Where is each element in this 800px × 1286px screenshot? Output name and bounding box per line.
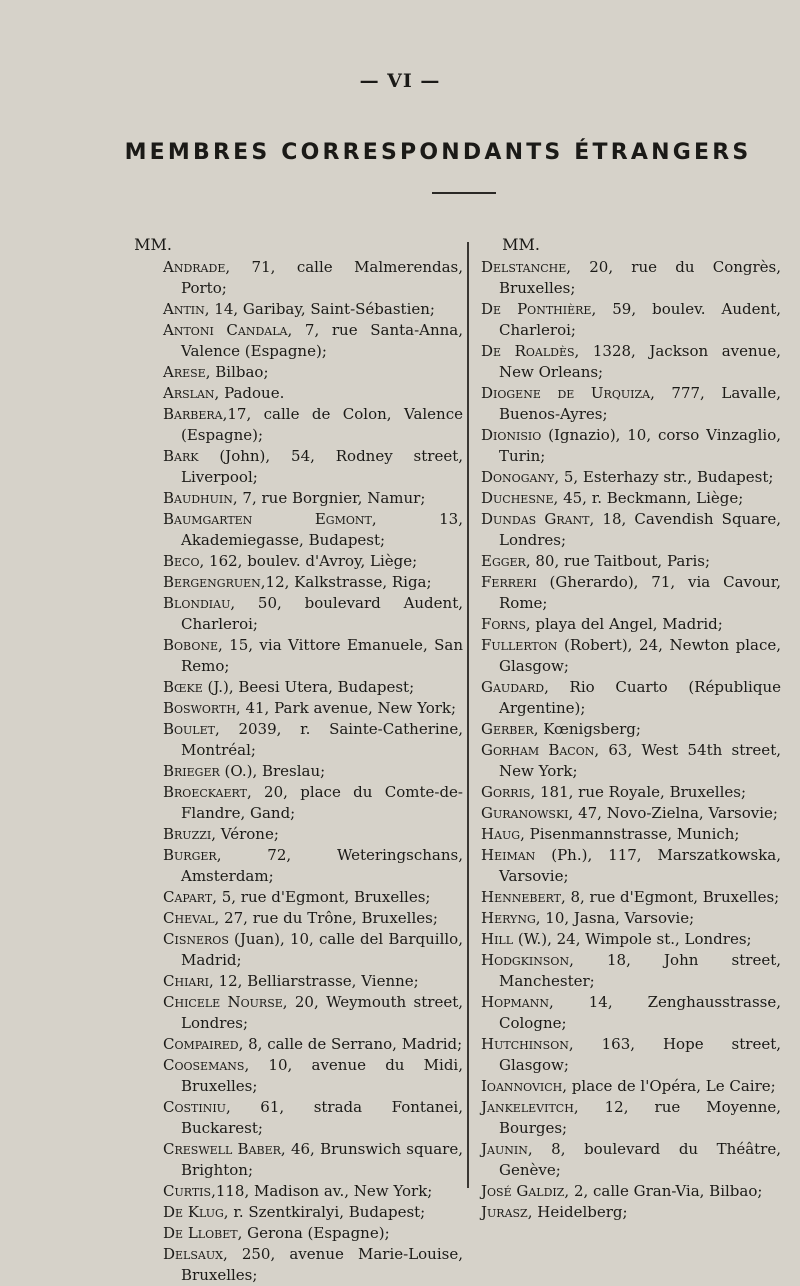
member-entry [163,488,463,509]
member-entry [481,551,781,572]
member-entry [481,992,781,1034]
member-name: Hennebert [481,888,561,906]
member-entry [481,1139,781,1181]
member-address: , 20, Weymouth street, Londres; [181,993,463,1032]
member-address: (Ignazio), 10, corso Vinzaglio, Turin; [499,426,781,465]
member-entry [481,950,781,992]
member-address: , 2039, r. Sainte-Catherine, Montréal; [181,720,463,759]
member-entry [163,635,463,677]
member-name: Boulet [163,720,215,738]
member-name: Arese [163,363,206,381]
member-name: Dionisio [481,426,542,444]
member-entry [163,677,463,698]
member-address: , 2, calle Gran-Via, Bilbao; [564,1182,763,1200]
member-address: , 1328, Jackson avenue, New Orleans; [499,342,781,381]
member-address: , 7, rue Santa-Anna, Valence (Espagne); [181,321,464,360]
member-name: José Galdiz [481,1182,565,1200]
member-name: Delsaux [163,1245,223,1263]
member-name: Baudhuin [163,489,233,507]
member-name: Andrade [163,258,226,276]
member-name: Capart [163,888,213,906]
member-address: , 8, calle de Serrano, Madrid; [238,1035,463,1053]
member-entry [163,908,463,929]
member-address: , playa del Angel, Madrid; [525,615,723,633]
member-entry [481,341,781,383]
member-name: Donogany [481,468,555,486]
member-address: , 18, Cavendish Square, Londres; [499,510,781,549]
member-address: , Vérone; [211,825,279,843]
member-name: Hopmann [481,993,549,1011]
member-entry [481,1097,781,1139]
member-address: ,12, Kalkstrasse, Riga; [260,573,432,591]
member-entry [163,929,463,971]
member-name: Beco [163,552,200,570]
member-name: De Ponthière [481,300,592,318]
member-entry [163,320,463,362]
member-address: (Juan), 10, calle del Barquillo, Madrid; [181,930,463,969]
member-name: Compaired [163,1035,239,1053]
member-entry [163,1034,463,1055]
member-name: Gaudard [481,678,545,696]
member-entry [481,383,781,425]
member-address: , 50, boulevard Audent, Charleroi; [181,594,463,633]
member-entry [163,1181,463,1202]
member-name: De Klug [163,1203,224,1221]
member-name: Burger [163,846,217,864]
member-name: Jurasz [481,1203,528,1221]
member-address: , 8, boulevard du Théâtre, Genève; [499,1140,781,1179]
member-address: , 12, Belliarstrasse, Vienne; [209,972,419,990]
right-column-head: MM. [502,235,540,254]
member-address: , 61, strada Fontanei, Buckarest; [181,1098,463,1137]
member-address: , Kœnigsberg; [533,720,641,738]
member-address: , 59, boulev. Audent, Charleroi; [499,300,781,339]
member-entry [163,593,463,635]
member-address: , 12, rue Moyenne, Bourges; [499,1098,781,1137]
member-entry [481,845,781,887]
member-entry [481,614,781,635]
member-address: , 5, rue d'Egmont, Bruxelles; [212,888,431,906]
member-address: , 46, Brunswich square, Brighton; [181,1140,464,1179]
member-name: Delstanche [481,258,567,276]
member-entry [481,488,781,509]
member-entry [163,1244,463,1286]
member-address: , 162, boulev. d'Avroy, Liège; [199,552,418,570]
member-entry [481,782,781,803]
member-entry [163,719,463,761]
member-name: Ferreri [481,573,537,591]
member-name: Guranowski [481,804,569,822]
member-entry [163,887,463,908]
member-entry [481,740,781,782]
member-entry [481,299,781,341]
member-address: , 777, Lavalle, Buenos-Ayres; [499,384,781,423]
member-address: , 250, avenue Marie-Louise, Bruxelles; [181,1245,463,1284]
right-column [481,234,781,1223]
member-address: , 72, Weteringschans, Amsterdam; [181,846,463,885]
member-address: , 71, calle Malmerendas, Porto; [181,258,463,297]
member-entry [481,572,781,614]
member-name: Brieger [163,762,220,780]
member-address: (W.), 24, Wimpole st., Londres; [513,930,752,948]
member-name: Fullerton [481,636,558,654]
member-address: , 13, Akademiegasse, Budapest; [181,510,463,549]
member-name: De Llobet [163,1224,238,1242]
member-address: , 14, Zenghausstrasse, Cologne; [499,993,781,1032]
member-address: , 15, via Vittore Emanuele, San Remo; [181,636,463,675]
member-address: (Ph.), 117, Marszatkowska, Varsovie; [499,846,781,885]
member-name: Bergengruen [163,573,261,591]
member-name: Ioannovich [481,1077,563,1095]
member-address: (Gherardo), 71, via Cavour, Rome; [499,573,781,612]
member-name: De Roaldès [481,342,575,360]
member-name: Costiniu [163,1098,226,1116]
member-address: (John), 54, Rodney street, Liverpool; [181,447,463,486]
member-name: Heryng [481,909,536,927]
right-member-list [481,257,781,1223]
member-name: Cisneros [163,930,229,948]
member-entry [481,929,781,950]
member-address: , 20, rue du Congrès, Bruxelles; [499,258,781,297]
member-name: Haug [481,825,521,843]
member-address: , 18, John street, Manchester; [499,951,781,990]
member-address: , 20, place du Comte-de-Flandre, Gand; [181,783,463,822]
member-entry [163,1055,463,1097]
member-name: Cheval [163,909,215,927]
member-address: , 181, rue Royale, Bruxelles; [530,783,746,801]
member-address: , 47, Novo-Zielna, Varsovie; [568,804,778,822]
member-address: , 63, West 54th street, New York; [499,741,781,780]
member-entry [481,677,781,719]
member-entry [163,971,463,992]
member-entry [481,803,781,824]
member-entry [481,887,781,908]
member-address: (J.), Beesi Utera, Budapest; [202,678,415,696]
member-name: Gerber [481,720,534,738]
member-name: Egger [481,552,526,570]
member-name: Curtis [163,1182,212,1200]
member-address: , place de l'Opéra, Le Caire; [562,1077,776,1095]
member-name: Jankelevitch [481,1098,574,1116]
member-address: ,17, calle de Colon, Valence (Espagne); [181,405,463,444]
member-address: , Pisenmannstrasse, Munich; [520,825,740,843]
member-entry [163,1139,463,1181]
member-entry [481,467,781,488]
heading-rule [432,192,496,194]
left-member-list [163,257,463,1286]
member-address: , 41, Park avenue, New York; [235,699,457,717]
member-address: , 10, Jasna, Varsovie; [535,909,695,927]
member-entry [163,551,463,572]
member-name: Forns [481,615,526,633]
member-entry [481,824,781,845]
member-name: Barbera [163,405,223,423]
member-entry [163,1223,463,1244]
member-entry [163,824,463,845]
member-entry [163,1097,463,1139]
member-address: , Bilbao; [205,363,269,381]
member-name: Blondiau [163,594,231,612]
member-name: Hutchinson [481,1035,569,1053]
member-name: Gorham Bacon [481,741,595,759]
member-name: Diogene de Urquiza [481,384,651,402]
left-column-head: MM. [134,235,172,254]
member-name: Hodgkinson [481,951,570,969]
member-entry [481,719,781,740]
member-entry [163,509,463,551]
member-name: Bosworth [163,699,236,717]
member-name: Jaunin [481,1140,528,1158]
member-entry [481,1076,781,1097]
left-column [134,234,464,1286]
member-entry [481,257,781,299]
member-entry [163,404,463,446]
member-address: , Gerona (Espagne); [237,1224,390,1242]
member-name: Antin [163,300,205,318]
member-name: Heiman [481,846,536,864]
member-entry [481,908,781,929]
member-address: , 14, Garibay, Saint-Sébastien; [204,300,435,318]
member-address: , Rio Cuarto (République Argentine); [499,678,781,717]
member-name: Broeckaert [163,783,247,801]
member-name: Arslan [163,384,215,402]
member-entry [163,446,463,488]
member-entry [163,362,463,383]
member-entry [163,299,463,320]
member-entry [163,698,463,719]
member-entry [481,425,781,467]
member-name: Coosemans [163,1056,245,1074]
member-entry [163,383,463,404]
member-address: , 7, rue Borgnier, Namur; [232,489,426,507]
member-name: Gorris [481,783,531,801]
member-name: Duchesne [481,489,554,507]
member-address: , Heidelberg; [527,1203,628,1221]
member-name: Baumgarten Egmont [163,510,372,528]
member-name: Bark [163,447,199,465]
member-entry [481,1034,781,1076]
member-name: Bœke [163,678,203,696]
member-address: (Robert), 24, Newton place, Glasgow; [499,636,781,675]
member-name: Bruzzi [163,825,212,843]
column-divider [467,242,469,1188]
member-entry [481,509,781,551]
member-entry [481,1202,781,1223]
member-name: Antoni Candala [163,321,288,339]
member-name: Dundas Grant [481,510,590,528]
member-name: Chiari [163,972,209,990]
member-address: ,118, Madison av., New York; [211,1182,433,1200]
member-entry [163,761,463,782]
member-address: , 80, rue Taitbout, Paris; [525,552,711,570]
member-entry [481,1181,781,1202]
member-name: Bobone [163,636,219,654]
member-address: , 45, r. Beckmann, Liège; [553,489,744,507]
member-entry [163,257,463,299]
member-address: , 10, avenue du Midi, Bruxelles; [181,1056,463,1095]
member-name: Hill [481,930,514,948]
member-name: Creswell Baber [163,1140,281,1158]
member-entry [163,782,463,824]
page-number: — VI — [359,70,441,92]
member-address: , 163, Hope street, Glasgow; [499,1035,781,1074]
member-address: , 8, rue d'Egmont, Bruxelles; [560,888,780,906]
member-entry [163,845,463,887]
member-address: , r. Szentkiralyi, Budapest; [223,1203,426,1221]
member-entry [163,992,463,1034]
member-address: , Padoue. [214,384,285,402]
member-entry [163,1202,463,1223]
member-name: Chicele Nourse [163,993,283,1011]
member-entry [481,635,781,677]
member-address: , 27, rue du Trône, Bruxelles; [214,909,438,927]
section-heading: MEMBRES CORRESPONDANTS ÉTRANGERS [124,140,752,165]
member-entry [163,572,463,593]
member-address: (O.), Breslau; [219,762,326,780]
member-address: , 5, Esterhazy str., Budapest; [554,468,774,486]
